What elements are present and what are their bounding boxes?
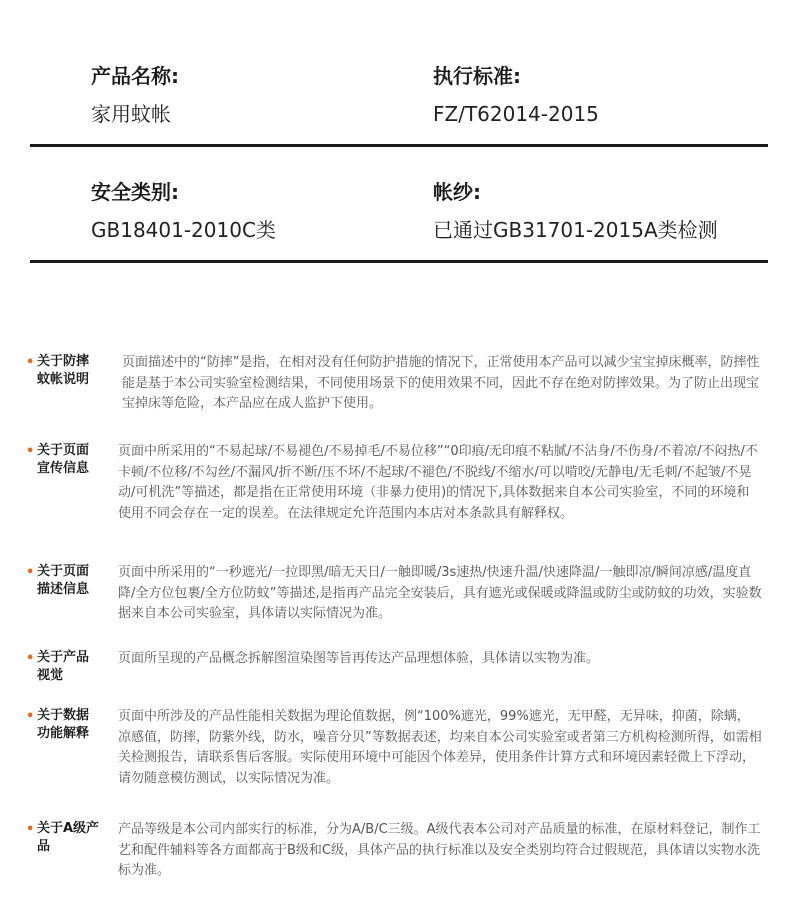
product-name-value: 家用蚊帐 — [91, 102, 171, 126]
spec-row-safety-gauze — [30, 178, 768, 263]
note-title: 关于A级产品 — [37, 821, 100, 854]
safety-value: GB18401-2010C类 — [91, 218, 276, 242]
product-name-label: 产品名称: — [91, 64, 179, 88]
bullet-icon: • — [26, 709, 35, 724]
bullet-icon: • — [26, 822, 35, 837]
note-title: 关于防摔蚊帐说明 — [37, 354, 90, 387]
standard-label: 执行标准: — [433, 64, 521, 88]
note-body: 页面中所采用的“不易起球/不易褪色/不易掉毛/不易位移”“0印痕/无印痕不粘腻/不沾身/不伤身/不着凉/不闷热/不卡顿/不位移/不勾丝/不漏风/折不断/压不坏/不起球/不褪色/不脱线/不缩水/可以啃咬/无静电/无毛刺/不起皱/不晃动/可机洗”等描述，都是指在正常使用环境（非暴力使用)的情况下,具体数据来自本公司实验室，不同的环境和使用不同会存在一定的误差。在法律规定允许范围内本店对本条款具有解释权。 — [118, 444, 758, 521]
bullet-icon: • — [26, 651, 35, 666]
note-body: 产品等级是本公司内部实行的标准，分为A/B/C三级。A级代表本公司对产品质量的标准，在原材料登记，制作工艺和配件辅料等各方面都高于B级和C级，具体产品的执行标准以及安全类别均符合过假规范，具体请以实物水洗标为准。 — [118, 822, 761, 878]
note-title: 关于页面宣传信息 — [37, 443, 90, 476]
note-body: 页面所呈现的产品概念拆解图渲染图等旨再传达产品理想体验，具体请以实物为准。 — [118, 651, 600, 666]
note-title: 关于页面描述信息 — [37, 564, 90, 597]
spec-product-name — [91, 62, 179, 128]
note-title: 关于产品视觉 — [37, 650, 90, 683]
spec-gauze — [433, 178, 718, 244]
standard-value: FZ/T62014-2015 — [433, 102, 599, 126]
spec-safety — [91, 178, 276, 244]
spec-standard — [433, 62, 599, 128]
gauze-label: 帐纱: — [433, 180, 481, 204]
gauze-value: 已通过GB31701-2015A类检测 — [433, 218, 718, 242]
bullet-icon: • — [26, 444, 35, 459]
spec-row-name-standard — [30, 62, 768, 147]
note-title: 关于数据功能解释 — [37, 708, 90, 741]
note-body: 页面描述中的“防摔”是指，在相对没有任何防护措施的情况下，正常使用本产品可以减少宝宝掉床概率，防摔性能是基于本公司实验室检测结果，不同使用场景下的使用效果不同，因此不存在绝对防摔效果。为了防止出现宝宝掉床等危险，本产品应在成人监护下使用。 — [122, 355, 760, 411]
bullet-icon: • — [26, 565, 35, 580]
note-body: 页面中所涉及的产品性能相关数据为理论值数据，例“100%遮光，99%遮光，无甲醛，无异味，抑菌，除螨，凉感值，防摔，防紫外线，防水，噪音分贝”等数据表述，均来自本公司实验室或者第三方机构检测所得，如需相关检测报告，请联系售后客服。实际使用环境中可能因个体差异，使用条件计算方式和环境因素轻微上下浮动，请勿随意模仿测试，以实际情况为准。 — [118, 709, 762, 786]
bullet-icon: • — [26, 355, 35, 370]
note-body: 页面中所采用的“一秒遮光/一拉即黑/暗无天日/一触即暖/3s速热/快速升温/快速降温/一触即凉/瞬间凉感/温度直降/全方位包裹/全方位防蚊”等描述,是指再产品完全安装后，具有遮光或保暖或降温或防尘或防蚊的功效，实验数据来自本公司实验室，具体请以实际情况为准。 — [118, 565, 762, 621]
safety-label: 安全类别: — [91, 180, 179, 204]
